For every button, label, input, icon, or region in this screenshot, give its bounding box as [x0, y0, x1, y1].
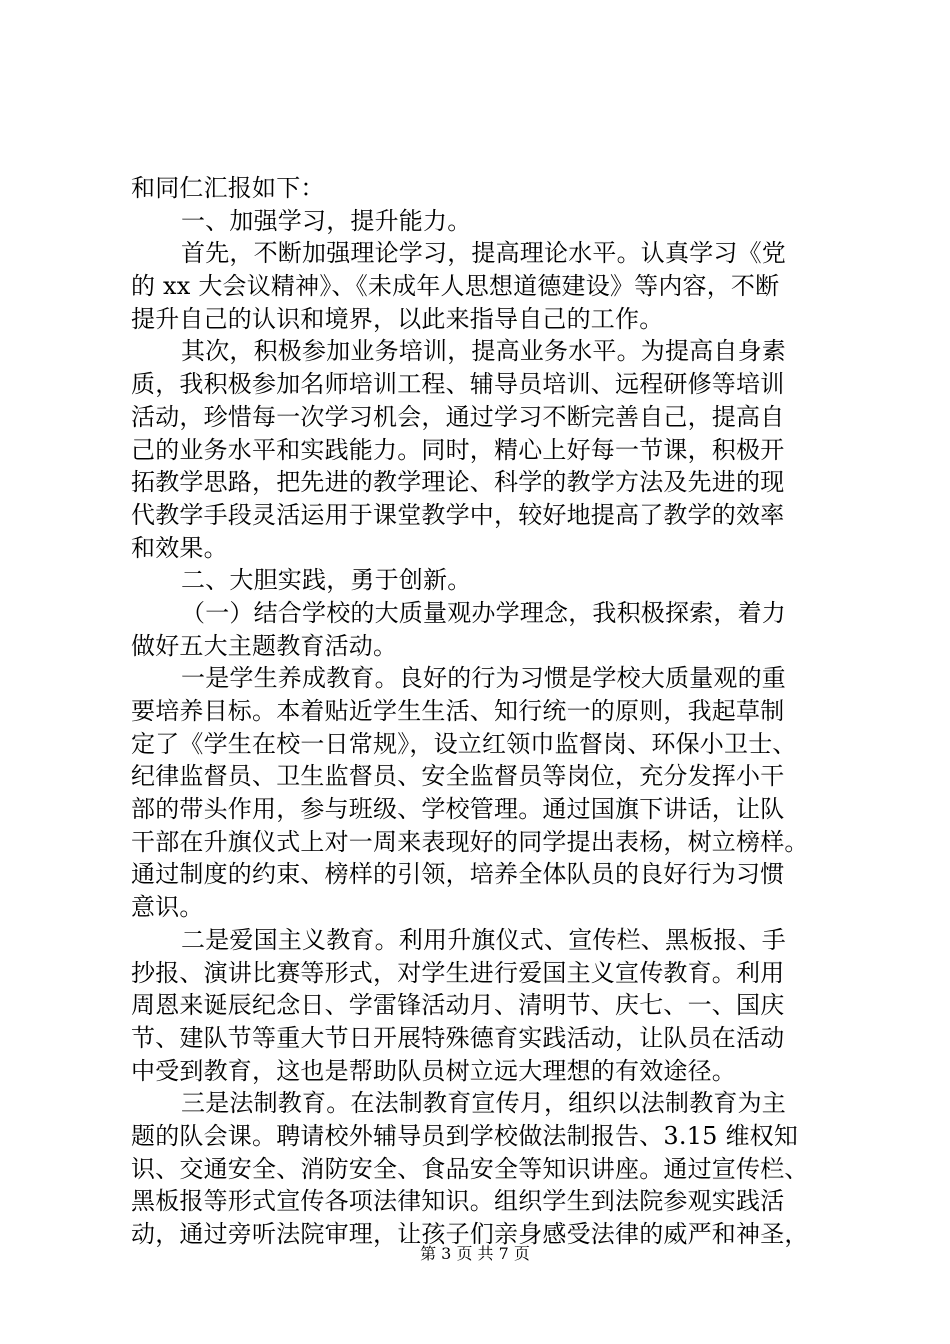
text-line: 代教学手段灵活运用于课堂教学中，较好地提高了教学的效率 — [131, 500, 785, 529]
text-line: 题的队会课。聘请校外辅导员到学校做法制报告、3.15 维权知 — [131, 1121, 799, 1150]
text-line: 其次，积极参加业务培训，提高业务水平。为提高自身素 — [181, 337, 786, 366]
body-text — [131, 172, 831, 1251]
text-line: 通过制度的约束、榜样的引领，培养全体队员的良好行为习惯 — [131, 860, 785, 889]
text-line: 黑板报等形式宣传各项法律知识。组织学生到法院参观实践活 — [131, 1187, 785, 1216]
text-line: 周恩来诞辰纪念日、学雷锋活动月、清明节、庆七、一、国庆 — [131, 991, 785, 1020]
text-line: 纪律监督员、卫生监督员、安全监督员等岗位，充分发挥小干 — [131, 762, 785, 791]
text-line: 二是爱国主义教育。利用升旗仪式、宣传栏、黑板报、手 — [181, 925, 786, 954]
text-line: 质，我积极参加名师培训工程、辅导员培训、远程研修等培训 — [131, 370, 785, 399]
text-line: 拓教学思路，把先进的教学理论、科学的教学方法及先进的现 — [131, 468, 785, 497]
text-line: 抄报、演讲比赛等形式，对学生进行爱国主义宣传教育。利用 — [131, 958, 785, 987]
text-line: 二、大胆实践，勇于创新。 — [181, 566, 472, 595]
text-line: 和效果。 — [131, 533, 228, 562]
text-line: 中受到教育，这也是帮助队员树立远大理想的有效途径。 — [131, 1056, 736, 1085]
text-line: 一是学生养成教育。良好的行为习惯是学校大质量观的重 — [181, 664, 786, 693]
text-line: 干部在升旗仪式上对一周来表现好的同学提出表杨，树立榜样。 — [131, 827, 809, 856]
text-line: 一、加强学习，提升能力。 — [181, 206, 472, 235]
text-line: 首先，不断加强理论学习，提高理论水平。认真学习《党 — [181, 239, 786, 268]
text-line: 活动，珍惜每一次学习机会，通过学习不断完善自己，提高自 — [131, 402, 785, 431]
text-line: 部的带头作用，参与班级、学校管理。通过国旗下讲话，让队 — [131, 795, 785, 824]
text-line: 识、交通安全、消防安全、食品安全等知识讲座。通过宣传栏、 — [131, 1154, 809, 1183]
page-footer: 第 3 页 共 7 页 — [420, 1244, 530, 1263]
text-line: 做好五大主题教育活动。 — [131, 631, 398, 660]
text-line: 己的业务水平和实践能力。同时，精心上好每一节课，积极开 — [131, 435, 785, 464]
text-line: 三是法制教育。在法制教育宣传月，组织以法制教育为主 — [181, 1089, 786, 1118]
text-line: 和同仁汇报如下： — [131, 174, 325, 202]
text-line: 定了《学生在校一日常规》，设立红领巾监督岗、环保小卫士、 — [131, 729, 797, 758]
text-line: 提升自己的认识和境界，以此来指导自己的工作。 — [131, 304, 664, 333]
text-line: 的 xx 大会议精神》、《未成年人思想道德建设》等内容，不断 — [131, 272, 780, 301]
text-line: 动，通过旁听法院审理，让孩子们亲身感受法律的威严和神圣， — [131, 1220, 809, 1248]
text-line: 节、建队节等重大节日开展特殊德育实践活动，让队员在活动 — [131, 1023, 785, 1052]
text-line: 意识。 — [131, 893, 204, 922]
text-line: 要培养目标。本着贴近学生生活、知行统一的原则，我起草制 — [131, 697, 785, 725]
text-line: （一）结合学校的大质量观办学理念，我积极探索，着力 — [181, 598, 786, 627]
